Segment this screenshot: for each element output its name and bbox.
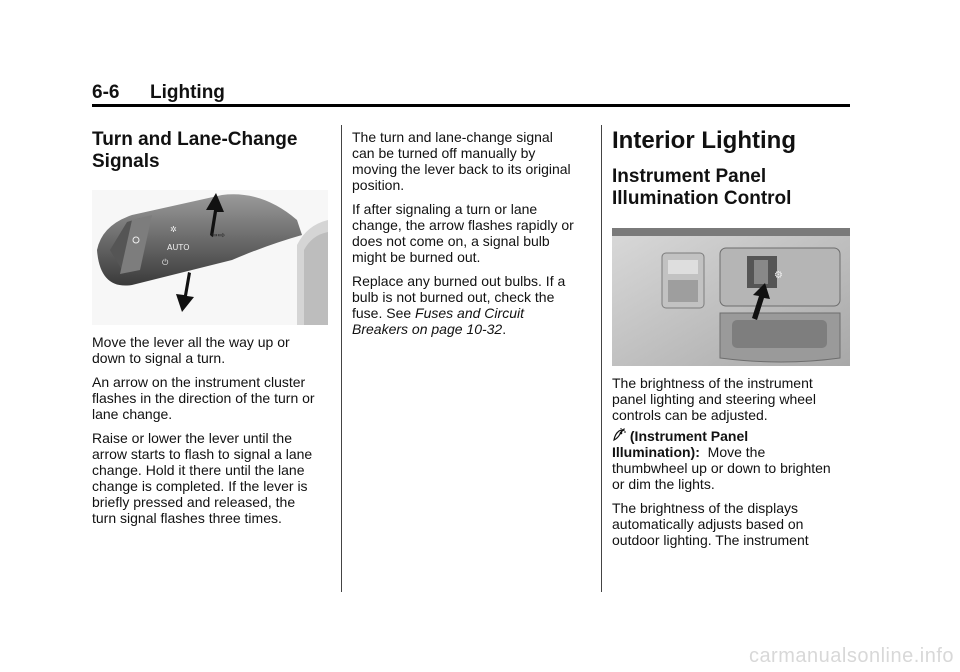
column-divider-2 — [601, 125, 602, 592]
interior-lighting-title: Interior Lighting — [612, 127, 796, 154]
text-line: Replace any burned out bulbs. If a — [352, 273, 566, 289]
instrument-panel-illumination-icon — [612, 428, 626, 442]
text-line: Move the lever all the way up or — [92, 334, 290, 350]
svg-text:⚙: ⚙ — [774, 270, 783, 281]
col1-paragraph-1 — [92, 334, 290, 366]
text-line: down to signal a turn. — [92, 350, 226, 366]
text-line: outdoor lighting. The instrument — [612, 532, 809, 548]
col2-paragraph-2 — [352, 201, 574, 265]
text-line: or dim the lights. — [612, 476, 715, 492]
text-line: An arrow on the instrument cluster — [92, 374, 306, 390]
text-line: The turn and lane-change signal — [352, 129, 553, 145]
text-fragment: . — [502, 321, 507, 337]
text-line: turn signal flashes three times. — [92, 510, 282, 526]
col3-paragraph-3 — [612, 500, 809, 548]
text-line: change, the arrow flashes rapidly or — [352, 217, 574, 233]
instrument-panel-subheading — [612, 166, 791, 210]
text-line: panel lighting and steering wheel — [612, 391, 816, 407]
text-fragment: fuse. See — [352, 305, 416, 321]
turn-signal-lever-illustration — [92, 190, 328, 325]
col2-paragraph-3 — [352, 273, 565, 337]
fuses-reference-link-page[interactable]: Breakers on page 10-32 — [352, 321, 503, 337]
text-line: bulb is not burned out, check the — [352, 289, 555, 305]
text-line — [352, 321, 565, 337]
svg-text:⏻: ⏻ — [162, 258, 169, 267]
turn-signal-heading — [92, 129, 297, 173]
col2-paragraph-1 — [352, 129, 571, 193]
text-line — [612, 444, 831, 460]
text-line: might be burned out. — [352, 249, 481, 265]
heading-line: Turn and Lane-Change — [92, 129, 298, 150]
text-line: The brightness of the displays — [612, 500, 798, 516]
col1-paragraph-3 — [92, 430, 312, 526]
watermark: carmanualsonline.info — [748, 645, 954, 667]
heading-line: Signals — [92, 151, 160, 172]
text-line: can be turned off manually by — [352, 145, 536, 161]
text-line: controls can be adjusted. — [612, 407, 768, 423]
text-line: automatically adjusts based on — [612, 516, 804, 532]
bold-label: (Instrument Panel — [629, 428, 749, 444]
col3-paragraph-1 — [612, 375, 816, 423]
text-line: The brightness of the instrument — [612, 375, 813, 391]
col1-paragraph-2 — [92, 374, 315, 422]
text-fragment: Move the — [707, 444, 766, 460]
text-line: thumbwheel up or down to brighten — [612, 460, 831, 476]
page-header — [92, 82, 850, 106]
svg-text:✲: ✲ — [170, 225, 177, 234]
text-line: Raise or lower the lever until the — [92, 430, 292, 446]
text-line: change. Hold it there until the lane — [92, 462, 305, 478]
fuses-reference-link[interactable]: Fuses and Circuit — [415, 305, 524, 321]
text-line: moving the lever back to its original — [352, 161, 571, 177]
heading-line: Illumination Control — [612, 188, 792, 209]
text-line: change is completed. If the lever is — [92, 478, 308, 494]
page-number: 6-6 — [92, 82, 120, 103]
svg-text:⇦⇨: ⇦⇨ — [210, 231, 226, 241]
col3-paragraph-2 — [612, 428, 831, 492]
svg-text:AUTO: AUTO — [167, 243, 190, 252]
text-line: position. — [352, 177, 405, 193]
text-line: arrow starts to flash to signal a lane — [92, 446, 313, 462]
text-line: does not come on, a signal bulb — [352, 233, 550, 249]
text-line: briefly pressed and released, the — [92, 494, 296, 510]
bold-label: Illumination): — [612, 444, 700, 460]
section-title: Lighting — [150, 82, 225, 103]
text-line — [352, 305, 565, 321]
instrument-panel-control-illustration — [612, 228, 850, 366]
header-rule — [92, 104, 850, 107]
text-line — [612, 428, 831, 444]
text-line: flashes in the direction of the turn or — [92, 390, 315, 406]
column-divider-1 — [341, 125, 342, 592]
text-line: If after signaling a turn or lane — [352, 201, 538, 217]
text-line: lane change. — [92, 406, 173, 422]
heading-line: Instrument Panel — [612, 166, 767, 187]
